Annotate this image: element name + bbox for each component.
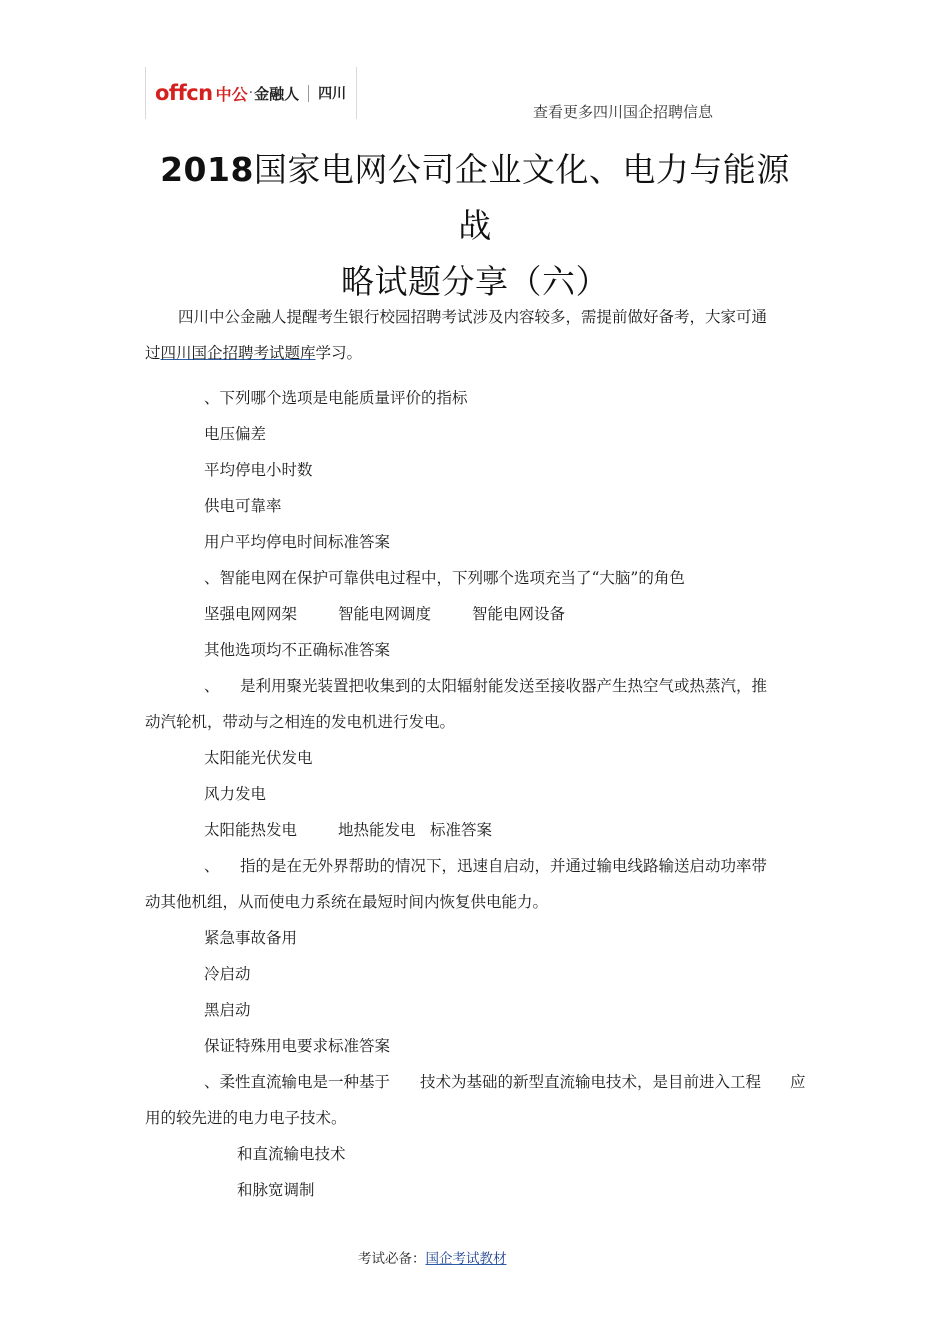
logo-dot: ·: [248, 85, 254, 101]
q1-stem: 、下列哪个选项是电能质量评价的指标: [204, 389, 468, 407]
q3-option: 太阳能热发电: [204, 821, 298, 839]
q3-option: 地热能发电: [338, 821, 416, 839]
q2-stem: 、智能电网在保护可靠供电过程中，下列哪个选项充当了“大脑”的角色: [204, 569, 685, 587]
logo-divider: [308, 85, 309, 102]
logo-brand: offcn: [155, 81, 213, 105]
q2-option: 智能电网调度: [338, 605, 432, 623]
intro-line-2-pre: 过: [145, 344, 161, 362]
q4-stem-line-1: 指的是在无外界帮助的情况下，迅速自启动，并通过输电线路输送启动功率带: [240, 857, 768, 875]
q3-answer-label: 标准答案: [430, 821, 493, 839]
q3-stem-line-2: 动汽轮机，带动与之相连的发电机进行发电。: [145, 713, 456, 731]
q4-option: 黑启动: [204, 1001, 251, 1019]
q2-option: 其他选项均不正确标准答案: [204, 641, 391, 659]
footer: [358, 1247, 507, 1267]
q4-stem-prefix: 、: [204, 857, 220, 875]
logo-region: 四川: [318, 86, 347, 102]
intro-line-2: [145, 335, 362, 371]
title-line-2: 略试题分享（六）: [341, 262, 609, 301]
q1-option: 用户平均停电时间标准答案: [204, 533, 391, 551]
logo-company: 中公: [215, 84, 248, 104]
q4-option: 冷启动: [204, 965, 251, 983]
title-line-1-text: 国家电网公司企业文化、电力与能源战: [253, 150, 790, 245]
intro-line-2-post: 学习。: [315, 344, 363, 362]
document-title: [145, 142, 805, 310]
title-year: 2018: [160, 150, 254, 189]
q4-stem-line-2: 动其他机组，从而使电力系统在最短时间内恢复供电能力。: [145, 893, 549, 911]
q1-option: 电压偏差: [204, 425, 267, 443]
q5-stem-line-2: 用的较先进的电力电子技术。: [145, 1109, 347, 1127]
q5-stem-line-1b: 技术为基础的新型直流输电技术，是目前进入工程: [420, 1073, 762, 1091]
q4-option: 紧急事故备用: [204, 929, 298, 947]
q3-option: 风力发电: [204, 785, 267, 803]
q2-option: 智能电网设备: [472, 605, 566, 623]
question-bank-link[interactable]: 四川国企招聘考试题库: [160, 344, 316, 362]
q3-stem-line-1: 是利用聚光装置把收集到的太阳辐射能发送至接收器产生热空气或热蒸汽，推: [240, 677, 768, 695]
logo-sub: 金融人: [254, 84, 300, 103]
q1-option: 平均停电小时数: [204, 461, 313, 479]
q4-option: 保证特殊用电要求标准答案: [204, 1037, 391, 1055]
q5-option: 和脉宽调制: [237, 1181, 315, 1199]
footer-label: 考试必备：: [358, 1251, 426, 1267]
q1-option: 供电可靠率: [204, 497, 282, 515]
q2-option: 坚强电网网架: [204, 605, 298, 623]
q3-stem-prefix: 、: [204, 677, 220, 695]
title-line-1: [145, 142, 805, 254]
offcn-logo[interactable]: [155, 78, 346, 108]
q3-option: 太阳能光伏发电: [204, 749, 313, 767]
exam-materials-link[interactable]: 国企考试教材: [425, 1251, 507, 1267]
q5-option: 和直流输电技术: [237, 1145, 346, 1163]
intro-line-1: 四川中公金融人提醒考生银行校园招聘考试涉及内容较多，需提前做好备考，大家可通: [178, 308, 768, 326]
q5-stem-line-1a: 、柔性直流输电是一种基于: [204, 1073, 391, 1091]
more-jobs-link[interactable]: 查看更多四川国企招聘信息: [533, 103, 714, 121]
q5-stem-line-1c: 应: [790, 1073, 806, 1091]
